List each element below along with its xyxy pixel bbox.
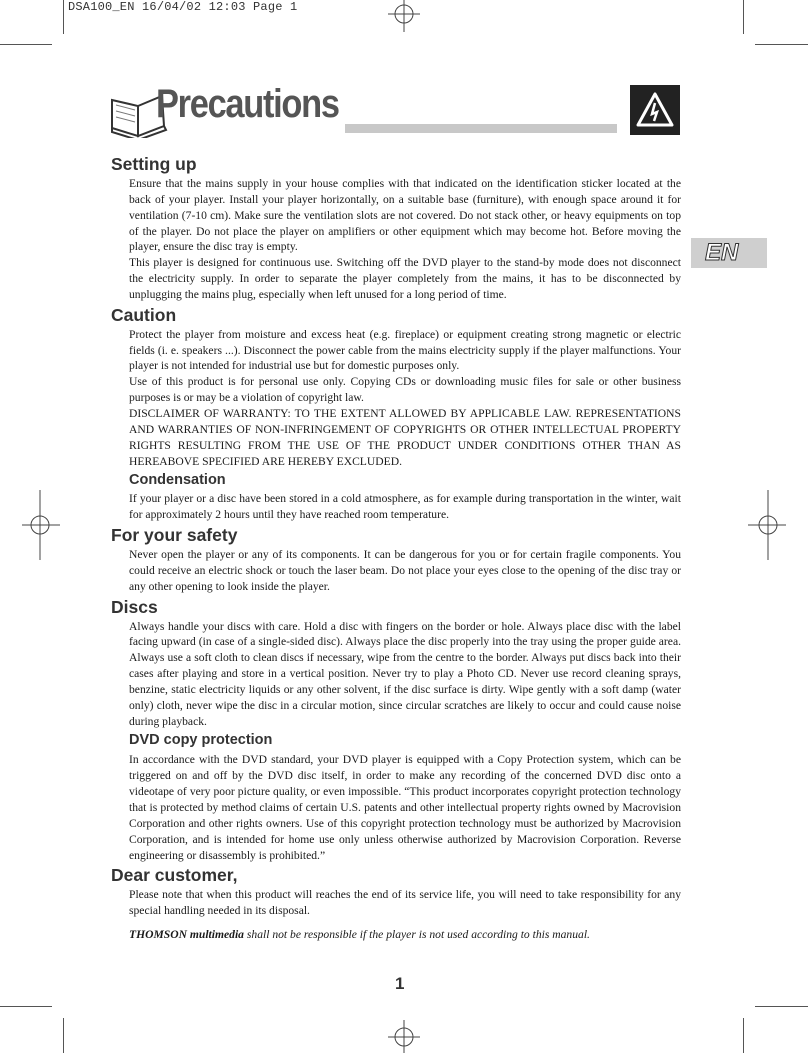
section-heading-safety: For your safety	[111, 525, 238, 546]
section-heading-setting-up: Setting up	[111, 154, 197, 174]
paragraph: Never open the player or any of its components. It can be dangerous for you or for certain fragile components. You could receive an electric shock or touch the laser beam. Do not place your eyes close to the opening of the disc tray or any other opening to look inside the player.	[129, 548, 681, 593]
subsection-heading-copy-protection: DVD copy protection	[129, 732, 273, 749]
paragraph: Use of this product is for personal use only. Copying CDs or downloading music files for sale or other business purposes is or may be a violation of copyright law.	[129, 375, 681, 405]
section-heading-dear-customer: Dear customer,	[111, 865, 238, 886]
language-tab-label: EN	[705, 239, 739, 266]
crop-mark	[743, 0, 744, 34]
page-number: 1	[395, 974, 405, 993]
paragraph: DISCLAIMER OF WARRANTY: TO THE EXTENT ALLOWED BY APPLICABLE LAW. REPRESENTATIONS AND WARRANTIES OF NON-INFRINGEMENT OF COPYRIGHTS OR OTHER INTELLECTUAL PROPERTY RIGHTS RESULTING FROM THE USE OF THE PRODUCT UNDER CONDITIONS OTHER THAN AS HEREABOVE SPECIFIED ARE HEREBY EXCLUDED.	[129, 406, 681, 468]
warning-icon	[630, 85, 680, 135]
paragraph: This player is designed for continuous use. Switching off the DVD player to the stand-by mode does not disconnect the electricity supply. In order to separate the player completely from the mains, it has to be disconnected by unplugging the mains plug, especially when left unused for a long period of time.	[129, 256, 681, 301]
closing-note	[129, 927, 681, 943]
paragraph: Please note that when this product will reaches the end of its service life, you will need to take responsibility for any special handling needed in its disposal.	[129, 888, 681, 918]
crop-mark	[63, 0, 64, 34]
subsection-heading-condensation: Condensation	[129, 472, 226, 489]
page-header	[110, 78, 350, 136]
registration-target-icon	[384, 1020, 424, 1053]
paragraph: Always handle your discs with care. Hold a disc with fingers on the border or hole. Always place disc with the label facing upward (in case of a single-sided disc). Always place the disc properly into the tray using the proper guide area. Always use a soft cloth to clean discs if necessary, wipe from the centre to the border. Always put discs back into their cases after playing and store in a vertical position. Never try to play a Photo CD. Never use record cleaning sprays, benzine, static electricity liquids or any other solvent, if the disc surface is dirty. Wipe gently with a soft damp (water only) cloth, never wipe the disc in a circular motion, since circular scratches are likely to occur and could cause noise during playback.	[129, 619, 681, 728]
main-content	[111, 153, 681, 943]
paragraph: Protect the player from moisture and excess heat (e.g. fireplace) or equipment creating strong magnetic or electric fields (i. e. speakers ...). Disconnect the power cable from the mains electricity supply if the player malfunctions. Your player is not intended for industrial use but for domestic purposes only.	[129, 327, 681, 373]
paragraph: If your player or a disc have been stored in a cold atmosphere, as for example during transportation in the winter, wait for approximately 2 hours until they have reached room temperature.	[129, 492, 681, 522]
registration-target-icon	[748, 490, 788, 560]
closing-text: shall not be responsible if the player is not used according to this manual.	[243, 928, 590, 942]
crop-mark	[0, 44, 52, 45]
crop-mark	[755, 1006, 808, 1007]
crop-mark	[63, 1018, 64, 1053]
registration-target-icon	[20, 490, 60, 560]
warning-box	[630, 85, 680, 135]
paragraph: Ensure that the mains supply in your house complies with that indicated on the identification sticker located at the back of your player. Install your player horizontally, on a suitable base (furniture), with enough space around it for ventilation (7-10 cm). Make sure the ventilation slots are not covered. Do not stack other, or heavy equipments on top of the player. Do not place the player on amplifiers or other equipment which may become hot. Before moving the player, ensure the disc tray is empty.	[129, 177, 681, 254]
paragraph: In accordance with the DVD standard, your DVD player is equipped with a Copy Protection system, which can be triggered on and off by the DVD disc itself, in order to make any recording of the concerned DVD disc onto a videotape of very poor picture quality, or even impossible. “This product incorporates copyright protection technology that is protected by method claims of certain U.S. patents and other intellectual property rights owned by Macrovision Corporation and other rights owners. Use of this copyright protection technology must be authorized by Macrovision Corporation, and is intended for home use only unless otherwise authorized by Macrovision Corporation. Reverse engineering or disassembly is prohibited.”	[129, 753, 681, 862]
crop-mark	[0, 1006, 52, 1007]
print-slug: DSA100_EN 16/04/02 12:03 Page 1	[68, 0, 298, 14]
language-tab	[691, 238, 767, 268]
registration-target-icon	[384, 0, 424, 32]
section-heading-discs: Discs	[111, 596, 158, 617]
page-title: Precautions	[156, 82, 339, 126]
closing-brand: THOMSON multimedia	[129, 928, 244, 942]
crop-mark	[743, 1018, 744, 1053]
title-underline-bar	[345, 124, 617, 133]
section-heading-caution: Caution	[111, 304, 177, 325]
crop-mark	[755, 44, 808, 45]
